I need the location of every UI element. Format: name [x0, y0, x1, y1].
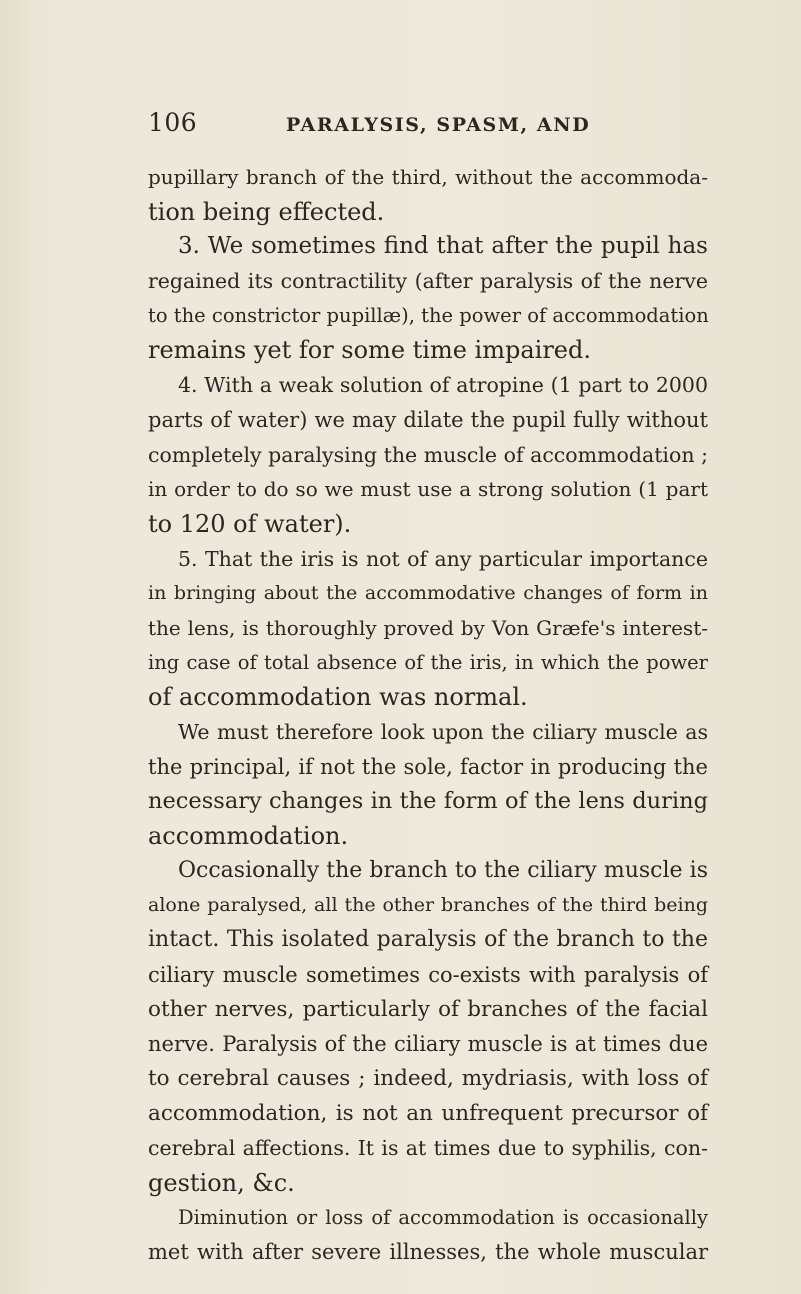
text-line: to the constrictor pupillæ), the power of accommodation — [148, 303, 709, 327]
body-text — [148, 160, 708, 1270]
text-line: alone paralysed, all the other branches of the third being — [148, 894, 708, 917]
running-head: PARALYSIS, SPASM, AND — [286, 114, 591, 136]
text-line: Occasionally the branch to the ciliary muscle is — [178, 857, 708, 883]
text-line: accommodation, is not an unfrequent precursor of — [148, 1100, 708, 1126]
text-line: in bringing about the accommodative changes of form in — [148, 582, 708, 605]
text-line: other nerves, particularly of branches of the facial — [148, 996, 708, 1022]
text-line: 3. We sometimes find that after the pupil has — [178, 233, 708, 260]
text-line: completely paralysing the muscle of accommodation ; — [148, 442, 708, 467]
text-line: ciliary muscle sometimes co-exists with paralysis of — [148, 962, 708, 987]
text-line: necessary changes in the form of the lens during — [148, 788, 708, 815]
text-line: tion being effected. — [148, 197, 385, 226]
page-number: 106 — [148, 108, 198, 137]
page-header — [148, 108, 708, 148]
text-line: of accommodation was normal. — [148, 683, 528, 712]
text-line: pupillary branch of the third, without the accommoda- — [148, 165, 708, 189]
text-line: the principal, if not the sole, factor in producing the — [148, 754, 708, 779]
text-line: ing case of total absence of the iris, in which the power — [148, 650, 708, 674]
text-line: accommodation. — [148, 822, 349, 851]
text-line: to cerebral causes ; indeed, mydriasis, with loss of — [148, 1065, 708, 1091]
text-line: the lens, is thoroughly proved by Von Græfe's interest- — [148, 615, 708, 640]
text-line: cerebral affections. It is at times due to syphilis, con- — [148, 1136, 708, 1161]
text-line: to 120 of water). — [148, 509, 352, 538]
text-line: regained its contractility (after paralysis of the nerve — [148, 269, 708, 294]
text-line: remains yet for some time impaired. — [148, 336, 592, 365]
text-line: Diminution or loss of accommodation is occasionally — [178, 1205, 708, 1229]
text-line: intact. This isolated paralysis of the branch to the — [148, 927, 708, 953]
text-line: parts of water) we may dilate the pupil fully without — [148, 407, 708, 432]
text-line: in order to do so we must use a strong solution (1 part — [148, 477, 708, 502]
text-line: met with after severe illnesses, the whole muscular — [148, 1240, 708, 1265]
text-line: We must therefore look upon the ciliary muscle as — [178, 720, 708, 744]
text-line: gestion, &c. — [148, 1168, 295, 1197]
text-line: 4. With a weak solution of atropine (1 part to 2000 — [178, 373, 708, 398]
text-line: nerve. Paralysis of the ciliary muscle is at times due — [148, 1032, 708, 1057]
text-line: 5. That the iris is not of any particular importance — [178, 546, 708, 571]
